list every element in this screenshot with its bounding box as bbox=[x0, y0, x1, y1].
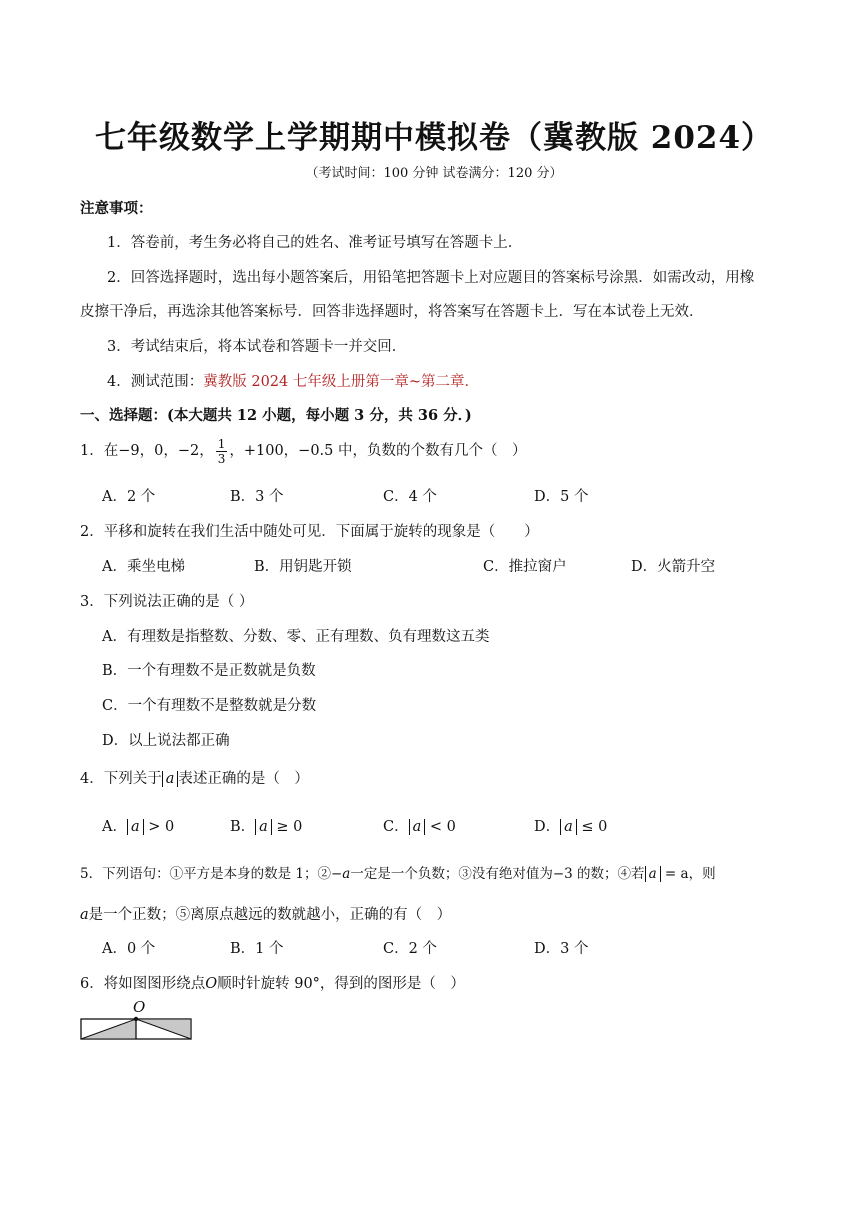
question-6-stem bbox=[80, 972, 465, 993]
notice-item-2: 2．回答选择题时，选出每小题答案后，用铅笔把答题卡上对应题目的答案标号涂黑．如需改动，用橡 bbox=[107, 270, 755, 286]
page-title: 七年级数学上学期期中模拟卷（冀教版 2024） bbox=[94, 120, 774, 156]
q5-var-a: a bbox=[80, 907, 89, 923]
q6-point-o: O bbox=[205, 976, 218, 992]
q2-option-c: C．推拉窗户 bbox=[483, 559, 567, 575]
q4-option-c bbox=[383, 815, 456, 836]
q4-option-b bbox=[230, 815, 302, 836]
q1-stem-part-b: ，+100，−0.5 中，负数的个数有几个（ ） bbox=[229, 443, 527, 459]
figure-point-o-label: O bbox=[133, 998, 146, 1016]
q2-option-b: B．用钥匙开锁 bbox=[254, 559, 352, 575]
fraction-numerator: 1 bbox=[217, 436, 226, 451]
section-heading-choice: 一、选择题：(本大题共 12 小题，每小题 3 分，共 36 分．) bbox=[80, 407, 472, 424]
q4-option-b-relation: ≥ 0 bbox=[276, 819, 303, 835]
q5-option-b: B．1 个 bbox=[230, 941, 284, 957]
question-3-stem: 3．下列说法正确的是（ ） bbox=[80, 594, 254, 610]
q5-option-c: C．2 个 bbox=[383, 941, 437, 957]
q1-option-c: C．4 个 bbox=[383, 489, 437, 505]
abs-value-a: a bbox=[162, 771, 179, 787]
question-5-stem-line-2 bbox=[80, 903, 451, 924]
notice-item-2-cont: 皮擦干净后，再选涂其他答案标号．回答非选择题时，将答案写在答题卡上．写在本试卷上无效． bbox=[80, 304, 704, 320]
q4-stem-part-b: 表述正确的是（ ） bbox=[178, 771, 309, 787]
q5-stem-part-c: = a，则 bbox=[664, 866, 716, 882]
q4-option-d-relation: ≤ 0 bbox=[581, 819, 608, 835]
q1-option-d: D．5 个 bbox=[534, 489, 589, 505]
q6-stem-part-a: 6．将如图图形绕点 bbox=[80, 976, 206, 992]
q4-option-c-label: C． bbox=[383, 819, 409, 835]
q2-option-d: D．火箭升空 bbox=[631, 559, 716, 575]
q4-option-a bbox=[102, 815, 174, 836]
q2-option-a: A．乘坐电梯 bbox=[102, 559, 185, 575]
q3-option-a: A．有理数是指整数、分数、零、正有理数、负有理数这五类 bbox=[102, 629, 490, 645]
abs-value-a: a bbox=[409, 819, 426, 835]
notice-item-1: 1．答卷前，考生务必将自己的姓名、准考证号填写在答题卡上． bbox=[107, 235, 523, 251]
question-1-stem bbox=[80, 436, 527, 466]
q3-option-b: B．一个有理数不是正数就是负数 bbox=[102, 663, 316, 679]
abs-value-a: a bbox=[645, 866, 661, 882]
q4-option-c-relation: < 0 bbox=[429, 819, 456, 835]
q1-option-b: B．3 个 bbox=[230, 489, 284, 505]
q3-option-c: C．一个有理数不是整数就是分数 bbox=[102, 698, 317, 714]
fraction-denominator: 3 bbox=[217, 451, 226, 466]
q6-stem-part-b: 顺时针旋转 90°，得到的图形是（ ） bbox=[217, 976, 465, 992]
q4-option-b-label: B． bbox=[230, 819, 256, 835]
rotation-figure bbox=[78, 996, 194, 1044]
question-2-stem: 2．平移和旋转在我们生活中随处可见．下面属于旋转的现象是（ ） bbox=[80, 524, 539, 540]
notice-heading: 注意事项： bbox=[80, 200, 153, 217]
question-4-stem bbox=[80, 767, 309, 788]
q5-option-a: A．0 个 bbox=[102, 941, 156, 957]
question-5-stem-line-1 bbox=[80, 862, 716, 882]
fraction-one-third bbox=[216, 437, 228, 466]
q1-option-a: A．2 个 bbox=[102, 489, 156, 505]
q5-neg-a: −a bbox=[330, 866, 351, 882]
q4-stem-part-a: 4．下列关于 bbox=[80, 771, 162, 787]
figure-point-o bbox=[134, 1017, 138, 1021]
q5-stem-part-a: 5．下列语句：①平方是本身的数是 1；② bbox=[80, 866, 331, 882]
notice-item-4-prefix: 4．测试范围： bbox=[107, 374, 204, 390]
q1-stem-part-a: 1．在−9，0，−2， bbox=[80, 443, 214, 459]
q4-option-a-label: A． bbox=[102, 819, 127, 835]
q4-option-d bbox=[534, 815, 607, 836]
notice-item-3: 3．考试结束后，将本试卷和答题卡一并交回． bbox=[107, 339, 407, 355]
q5-stem-part-d: 是一个正数；⑤离原点越远的数就越小，正确的有（ ） bbox=[88, 907, 452, 923]
exam-info: （考试时间：100 分钟 试卷满分：120 分） bbox=[305, 166, 563, 181]
q5-stem-part-b: 一定是一个负数；③没有绝对值为−3 的数；④若 bbox=[350, 866, 645, 882]
q4-option-a-relation: > 0 bbox=[148, 819, 175, 835]
test-range: 冀教版 2024 七年级上册第一章~第二章． bbox=[203, 374, 480, 390]
q4-option-d-label: D． bbox=[534, 819, 561, 835]
q5-option-d: D．3 个 bbox=[534, 941, 589, 957]
abs-value-a: a bbox=[255, 819, 272, 835]
abs-value-a: a bbox=[127, 819, 144, 835]
q3-option-d: D．以上说法都正确 bbox=[102, 733, 230, 749]
abs-value-a: a bbox=[560, 819, 577, 835]
notice-item-4 bbox=[107, 370, 479, 391]
